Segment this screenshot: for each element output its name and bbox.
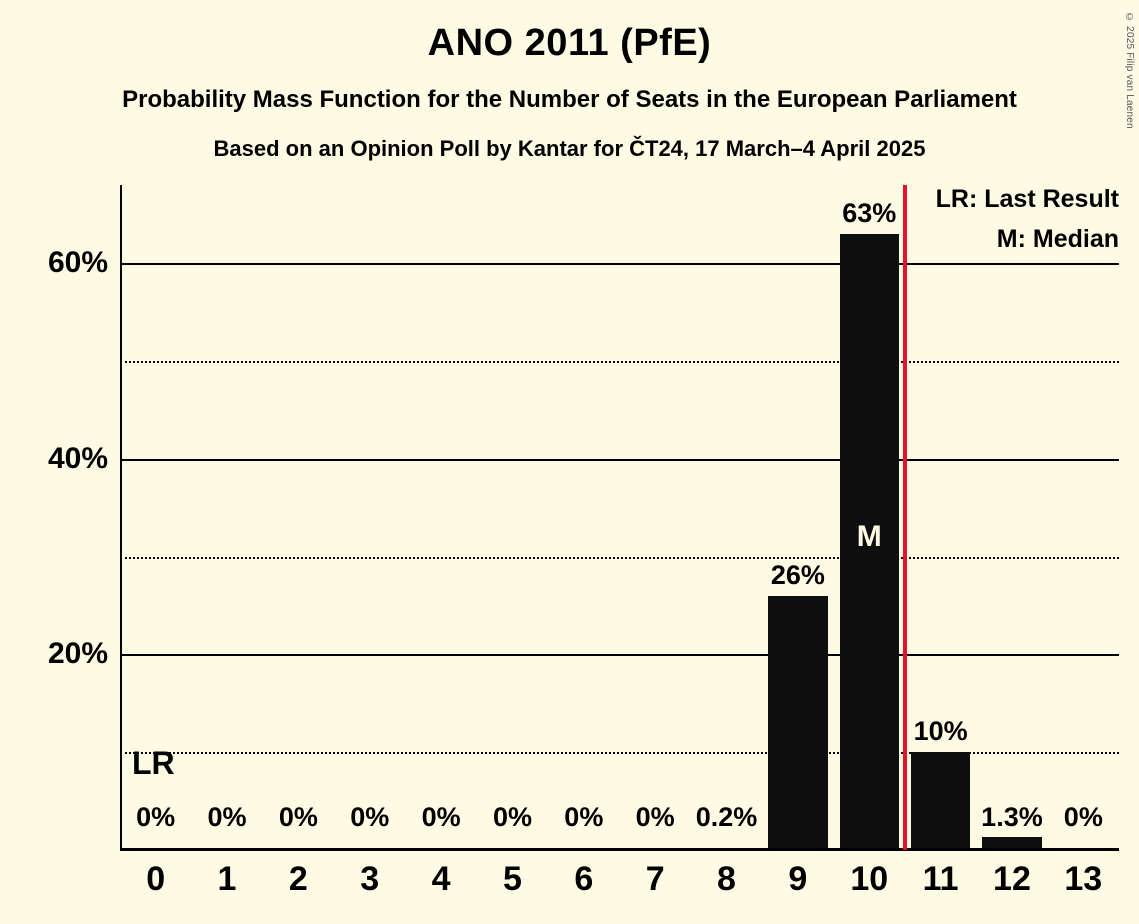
bar-group[interactable] <box>477 185 548 850</box>
page-title: ANO 2011 (PfE) <box>427 22 712 64</box>
bar-group[interactable] <box>691 185 762 850</box>
bar[interactable] <box>911 752 970 850</box>
y-axis <box>120 185 122 850</box>
chart-source: Based on an Opinion Poll by Kantar for ČT24, 17 March–4 April 2025 <box>213 136 926 161</box>
x-axis-tick-label: 5 <box>502 860 522 898</box>
x-axis-tick-label: 11 <box>922 860 959 898</box>
bar-value-label: 0% <box>136 802 176 832</box>
bar-group[interactable] <box>834 185 905 850</box>
bar-value-label: 0.2% <box>695 802 758 832</box>
bar-group[interactable] <box>191 185 262 850</box>
plot-area <box>120 185 1119 850</box>
x-axis-tick-label: 9 <box>788 860 808 898</box>
copyright-notice: © 2025 Filip van Laenen <box>1124 12 1135 129</box>
bar-value-label: 0% <box>421 802 461 832</box>
x-axis-tick-label: 6 <box>574 860 594 898</box>
bar-group[interactable] <box>762 185 833 850</box>
y-axis-tick-label: 60% <box>47 246 108 280</box>
x-axis-tick-label: 12 <box>993 860 1031 898</box>
y-axis-tick-label: 40% <box>47 441 108 475</box>
bar-value-label: 1.3% <box>981 802 1043 832</box>
x-axis-tick-label: 2 <box>288 860 308 898</box>
x-axis-labels <box>120 860 1119 920</box>
bar-value-label: 0% <box>635 802 675 832</box>
bar-value-label: 63% <box>842 197 897 228</box>
bar-value-label: 0% <box>1063 802 1103 832</box>
legend-last-result: LR: Last Result <box>935 185 1119 213</box>
x-axis-tick-label: 8 <box>717 860 736 898</box>
bar-value-label: 10% <box>913 716 968 747</box>
bar-group[interactable] <box>1048 185 1119 850</box>
bar-value-label: 26% <box>770 559 825 590</box>
chart-subtitle: Probability Mass Function for the Number of Seats in the European Parliament <box>122 86 1017 113</box>
bar-group[interactable] <box>905 185 976 850</box>
last-result-line <box>903 185 907 850</box>
median-marker: M <box>856 519 882 553</box>
last-result-marker: LR <box>132 745 175 781</box>
x-axis-tick-label: 3 <box>360 860 380 898</box>
bar-group[interactable] <box>620 185 691 850</box>
bar-group[interactable] <box>976 185 1047 850</box>
bar-group[interactable] <box>405 185 476 850</box>
x-axis-tick-label: 7 <box>645 860 665 898</box>
y-axis-tick-label: 20% <box>47 637 108 671</box>
x-axis-tick-label: 13 <box>1064 860 1103 898</box>
bar-value-label: 0% <box>207 802 247 832</box>
bar-value-label: 0% <box>278 802 318 832</box>
bar[interactable] <box>768 596 827 850</box>
x-axis-tick-label: 4 <box>431 860 451 898</box>
x-axis-tick-label: 1 <box>217 860 237 898</box>
bar-value-label: 0% <box>492 802 532 832</box>
bar-group[interactable] <box>263 185 334 850</box>
bar-group[interactable] <box>548 185 619 850</box>
bar-series <box>120 185 1119 850</box>
x-axis-tick-label: 10 <box>850 860 889 898</box>
x-axis <box>120 848 1119 851</box>
bar-value-label: 0% <box>564 802 604 832</box>
x-axis-tick-label: 0 <box>146 860 166 898</box>
bar-value-label: 0% <box>350 802 390 832</box>
bar-group[interactable] <box>334 185 405 850</box>
legend-median: M: Median <box>996 225 1119 253</box>
